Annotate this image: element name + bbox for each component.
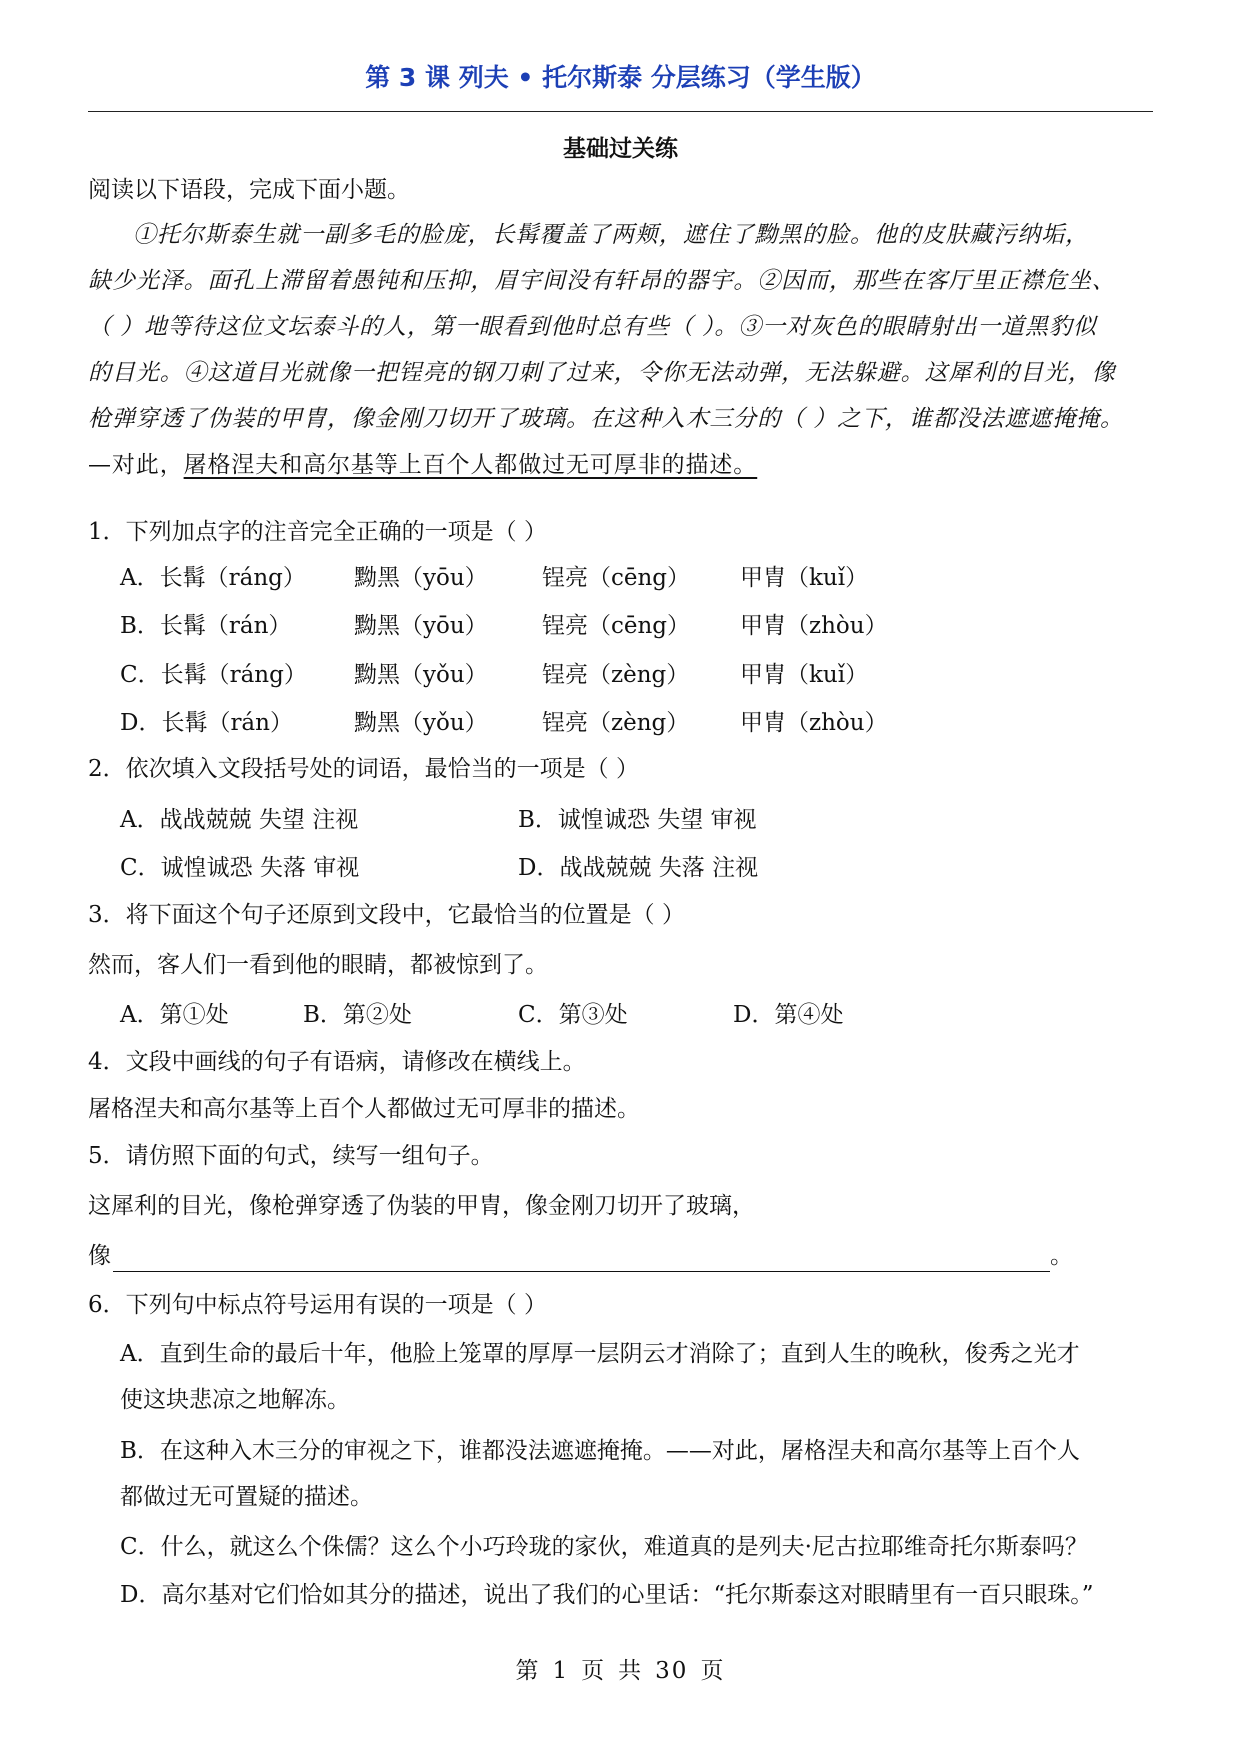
option-text: 黝黑（yōu） [354,613,488,639]
question-1-stem: 1．下列加点字的注音完全正确的一项是（ ） [88,519,547,545]
passage-line: 枪弹穿透了伪装的甲胄，像金刚刀切开了玻璃。在这种入木三分的（ ）之下，谁都没法遮遮掩掩。 [88,406,1124,432]
question-3-option-b: B．第②处 [303,1002,412,1028]
option-text: 甲胄（kuǐ） [740,565,869,591]
question-5-sentence: 这犀利的目光，像枪弹穿透了伪装的甲胄，像金刚刀切开了玻璃， [88,1193,755,1219]
question-6-option-c: C．什么，就这么个侏儒？这么个小巧玲珑的家伙，难道真的是列夫·尼古拉耶维奇托尔斯泰吗？ [120,1534,1088,1560]
page-footer [0,1652,1241,1685]
reading-instruction: 阅读以下语段，完成下面小题。 [88,177,410,203]
question-3-stem: 3．将下面这个句子还原到文段中，它最恰当的位置是（ ） [88,902,685,928]
current-page-number: 1 [552,1658,570,1684]
question-4-stem: 4．文段中画线的句子有语病，请修改在横线上。 [88,1049,586,1075]
option-text: A．长髯（ráng） [120,565,306,591]
answer-blank-line[interactable] [113,1271,1050,1272]
footer-word: 页 [581,1658,607,1684]
header-title: 第 3 课 列夫 • 托尔斯泰 分层练习（学生版） [365,63,876,92]
option-text: 锃亮（zèng） [542,710,690,736]
question-2-option-a: A．战战兢兢 失望 注视 [120,807,359,833]
passage-line: 的目光。④这道目光就像一把锃亮的钢刀刺了过来，令你无法动弹，无法躲避。这犀利的目光，像 [88,360,1116,386]
question-2-option-d: D．战战兢兢 失落 注视 [518,855,759,881]
question-2-option-c: C．诚惶诚恐 失落 审视 [120,855,360,881]
passage-line: （ ）地等待这位文坛泰斗的人，第一眼看到他时总有些（ ）。③一对灰色的眼睛射出一道黑豹似 [88,314,1097,340]
passage-line: ①托尔斯泰生就一副多毛的脸庞，长髯覆盖了两颊，遮住了黝黑的脸。他的皮肤藏污纳垢， [133,222,1089,248]
option-text: 锃亮（cēng） [542,565,691,591]
option-text: C．长髯（ráng） [120,662,307,688]
option-text: D．长髯（rán） [120,710,293,736]
question-6-option-b-cont: 都做过无可置疑的描述。 [120,1484,373,1510]
option-text: 甲胄（zhòu） [740,710,888,736]
question-3-option-a: A．第①处 [120,1002,229,1028]
section-title: 基础过关练 [563,136,678,162]
question-3-sentence: 然而，客人们一看到他的眼睛，都被惊到了。 [88,952,548,978]
question-6-option-a: A．直到生命的最后十年，他脸上笼罩的厚厚一层阴云才消除了；直到人生的晚秋，俊秀之光才 [120,1341,1080,1367]
question-6-option-a-cont: 使这块悲凉之地解冻。 [120,1387,350,1413]
option-text: 甲胄（kuǐ） [740,662,869,688]
header-divider [88,111,1153,112]
option-text: 黝黑（yǒu） [354,710,488,736]
question-3-option-d: D．第④处 [733,1002,844,1028]
question-6-stem: 6．下列句中标点符号运用有误的一项是（ ） [88,1292,547,1318]
passage-prefix: —对此， [88,452,184,478]
question-2-stem: 2．依次填入文段括号处的词语，最恰当的一项是（ ） [88,756,639,782]
question-4-sentence: 屠格涅夫和高尔基等上百个人都做过无可厚非的描述。 [88,1096,640,1122]
passage-line-last [88,450,757,480]
question-3-option-c: C．第③处 [518,1002,628,1028]
question-6-option-b: B．在这种入木三分的审视之下，谁都没法遮遮掩掩。——对此，屠格涅夫和高尔基等上百个人 [120,1438,1080,1464]
option-text: 甲胄（zhòu） [740,613,888,639]
option-text: 锃亮（zèng） [542,662,690,688]
footer-word: 页 [700,1658,726,1684]
footer-word: 共 [618,1658,644,1684]
underlined-sentence: 屠格涅夫和高尔基等上百个人都做过无可厚非的描述。 [183,452,758,478]
footer-word: 第 [515,1658,541,1684]
answer-prefix: 像 [88,1243,111,1269]
option-text: 锃亮（cēng） [542,613,691,639]
option-text: 黝黑（yǒu） [354,662,488,688]
option-text: B．长髯（rán） [120,613,292,639]
passage-line: 缺少光泽。面孔上滞留着愚钝和压抑，眉宇间没有轩昂的器宇。②因而，那些在客厅里正襟危坐、 [88,268,1116,294]
answer-suffix: 。 [1050,1243,1073,1269]
total-page-count: 30 [655,1658,689,1684]
question-5-stem: 5．请仿照下面的句式，续写一组句子。 [88,1143,494,1169]
question-6-option-d: D．高尔基对它们恰如其分的描述，说出了我们的心里话：“托尔斯泰这对眼睛里有一百只眼珠。” [120,1582,1094,1608]
option-text: 黝黑（yōu） [354,565,488,591]
question-2-option-b: B．诚惶诚恐 失望 审视 [518,807,757,833]
